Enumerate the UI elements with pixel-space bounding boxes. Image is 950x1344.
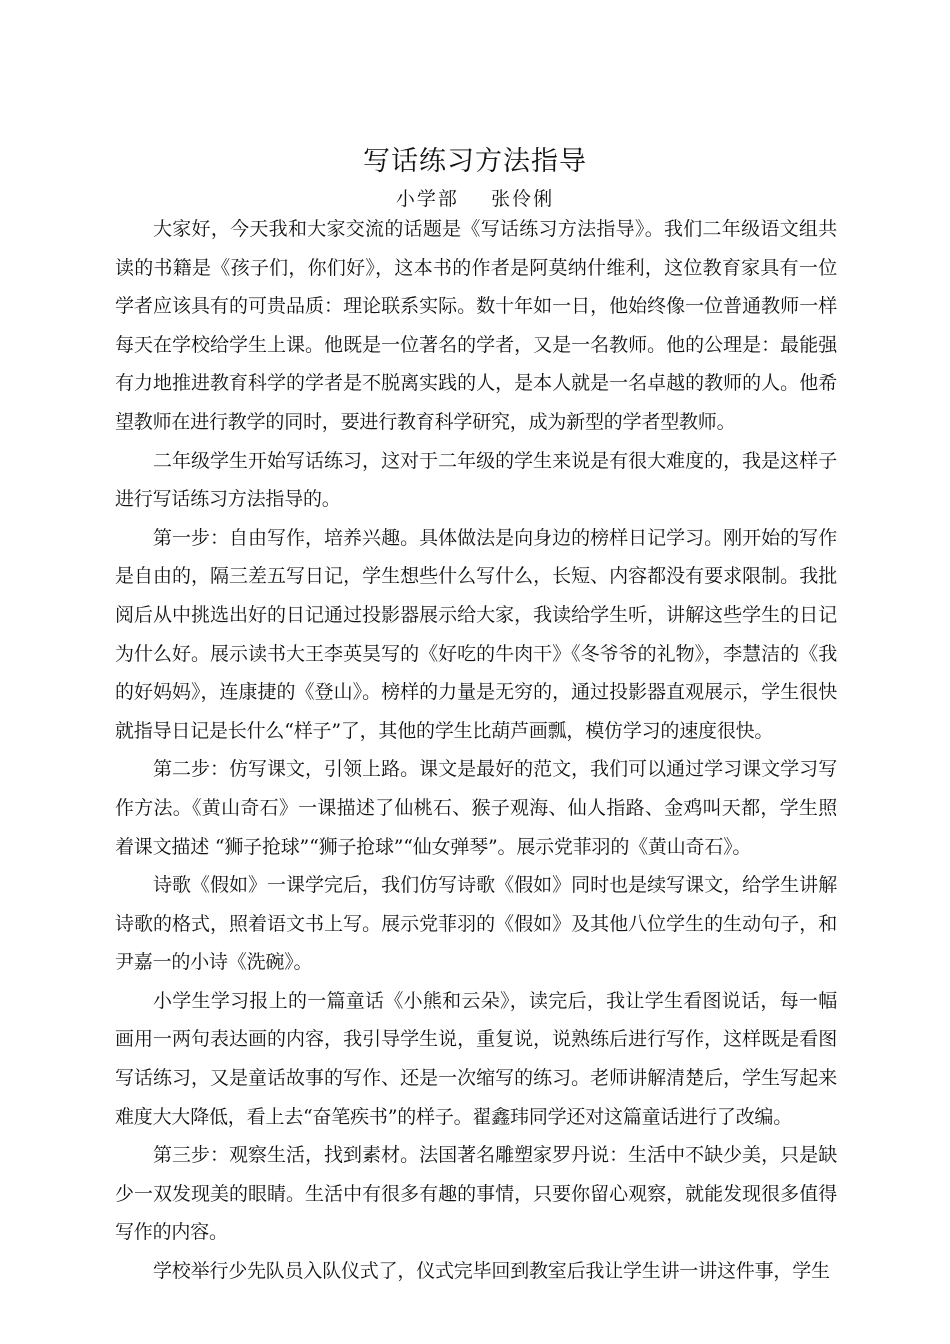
document-title: 写话练习方法指导 [363,146,587,177]
paragraph: 第一步：自由写作，培养兴趣。具体做法是向身边的榜样日记学习。刚开始的写作是自由的，隔三差五写日记，学生想些什么写什么，长短、内容都没有要求限制。我批阅后从中挑选出好的日记通过投影器展示给大家，我读给学生听，讲解这些学生的日记为什么好。展示读书大王李英昊写的《好吃的牛肉干》《冬爷爷的礼物》，李慧洁的《我的好妈妈》，连康捷的《登山》。榜样的力量是无穷的，通过投影器直观展示，学生很快就指导日记是长什么“样子”了，其他的学生比葫芦画瓢，模仿学习的速度很快。 [115,526,837,742]
paragraph: 二年级学生开始写话练习，这对于二年级的学生来说是有很大难度的，我是这样子进行写话练习方法指导的。 [115,449,837,511]
paragraph: 第三步：观察生活，找到素材。法国著名雕塑家罗丹说：生活中不缺少美，只是缺少一双发现美的眼睛。生活中有很多有趣的事情，只要你留心观察，就能发现很多值得写作的内容。 [115,1144,837,1244]
paragraph: 学校举行少先队员入队仪式了，仪式完毕回到教室后我让学生讲一讲这件事，学生 [153,1260,830,1283]
paragraph: 大家好，今天我和大家交流的话题是《写话练习方法指导》。我们二年级语文组共读的书籍是《孩子们，你们好》，这本书的作者是阿莫纳什维利，这位教育家具有一位学者应该具有的可贵品质：理论联系实际。数十年如一日，他始终像一位普通教师一样每天在学校给学生上课。他既是一位著名的学者，又是一名教师。他的公理是：最能强有力地推进教育科学的学者是不脱离实践的人，是本人就是一名卓越的教师的人。他希望教师在进行教学的同时，要进行教育科学研究，成为新型的学者型教师。 [115,218,837,433]
paragraph: 小学生学习报上的一篇童话《小熊和云朵》，读完后，我让学生看图说话，每一幅画用一两句表达画的内容，我引导学生说，重复说，说熟练后进行写作，这样既是看图写话练习，又是童话故事的写作、还是一次缩写的练习。老师讲解清楚后，学生写起来难度大大降低，看上去“奋笔疾书”的样子。翟鑫玮同学还对这篇童话进行了改编。 [115,989,837,1128]
paragraph: 第二步：仿写课文，引领上路。课文是最好的范文，我们可以通过学习课文学习写作方法。《黄山奇石》一课描述了仙桃石、猴子观海、仙人指路、金鸡叫天都，学生照着课文描述 “狮子抢球”“狮子抢球”“仙女弹琴”。展示党菲羽的《黄山奇石》。 [115,758,837,858]
paragraph: 诗歌《假如》一课学完后，我们仿写诗歌《假如》同时也是续写课文，给学生讲解诗歌的格式，照着语文书上写。展示党菲羽的《假如》及其他八位学生的生动句子，和尹嘉一的小诗《洗碗》。 [115,874,837,974]
document-body [115,210,837,1291]
author-line: 小学部 张伶俐 [395,188,555,210]
